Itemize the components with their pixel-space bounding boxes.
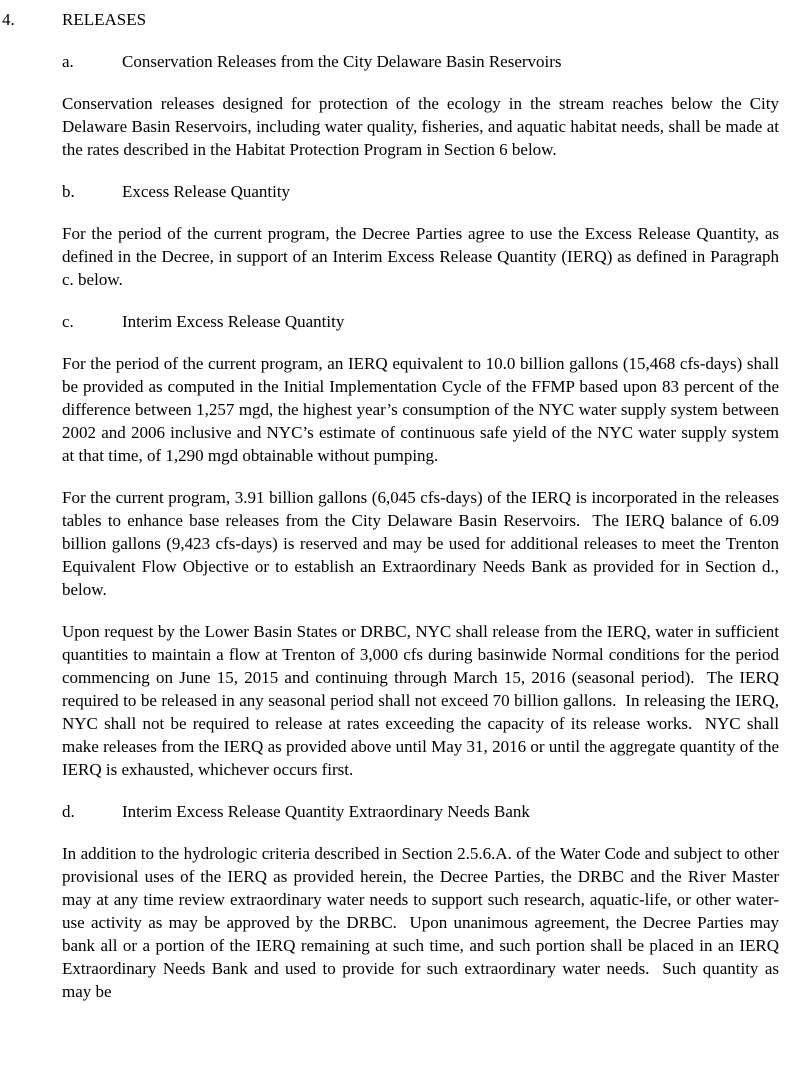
subsection-b-heading <box>62 180 795 203</box>
section-heading <box>2 8 795 31</box>
section-number: 4. <box>2 10 15 29</box>
subsection-a-heading <box>62 50 795 73</box>
subsection-d-title: Interim Excess Release Quantity Extraordinary Needs Bank <box>122 802 530 821</box>
subsection-b-title: Excess Release Quantity <box>122 182 291 201</box>
subsection-c-heading <box>62 310 795 333</box>
paragraph: For the period of the current program, an IERQ equivalent to 10.0 billion gallons (15,468 cfs-days) shall be provided as computed in the Initial Implementation Cycle of the FFMP based upon 83 percent of the difference between 1,257 mgd, the highest year’s consumption of the NYC water supply system between 2002 and 2006 inclusive and NYC’s estimate of continuous safe yield of the NYC water supply system at that time, of 1,290 mgd obtainable without pumping. <box>62 354 779 465</box>
paragraph: In addition to the hydrologic criteria described in Section 2.5.6.A. of the Water Code and subject to other provisional uses of the IERQ as provided herein, the Decree Parties, the DRBC and the River Master may at any time review extraordinary water needs to support such research, aquatic-life, or other water-use activity as may be approved by the DRBC. Upon unanimous agreement, the Decree Parties may bank all or a portion of the IERQ remaining at such time, and such portion shall be placed in an IERQ Extraordinary Needs Bank and used to provide for such extraordinary water needs. Such quantity as may be <box>62 844 779 1001</box>
subsection-a-title: Conservation Releases from the City Delaware Basin Reservoirs <box>122 52 562 71</box>
paragraph: Conservation releases designed for protection of the ecology in the stream reaches below the City Delaware Basin Reservoirs, including water quality, fisheries, and aquatic habitat needs, shall be made at the rates described in the Habitat Protection Program in Section 6 below. <box>62 94 779 159</box>
subsection-b-letter: b. <box>62 182 75 201</box>
subsection-d-heading <box>62 800 795 823</box>
section-title: RELEASES <box>62 10 147 29</box>
subsection-d-letter: d. <box>62 802 75 821</box>
paragraph: For the current program, 3.91 billion gallons (6,045 cfs-days) of the IERQ is incorporated in the releases tables to enhance base releases from the City Delaware Basin Reservoirs. The IERQ balance of 6.09 billion gallons (9,423 cfs-days) is reserved and may be used for additional releases to meet the Trenton Equivalent Flow Objective or to establish an Extraordinary Needs Bank as provided for in Section d., below. <box>62 488 779 599</box>
paragraph: For the period of the current program, the Decree Parties agree to use the Excess Release Quantity, as defined in the Decree, in support of an Interim Excess Release Quantity (IERQ) as defined in Paragraph c. below. <box>62 224 779 289</box>
subsection-c-title: Interim Excess Release Quantity <box>122 312 345 331</box>
subsection-c-letter: c. <box>62 312 74 331</box>
subsection-a-letter: a. <box>62 52 74 71</box>
paragraph: Upon request by the Lower Basin States or DRBC, NYC shall release from the IERQ, water in sufficient quantities to maintain a flow at Trenton of 3,000 cfs during basinwide Normal conditions for the period commencing on June 15, 2015 and continuing through March 15, 2016 (seasonal period). The IERQ required to be released in any seasonal period shall not exceed 70 billion gallons. In releasing the IERQ, NYC shall not be required to release at rates exceeding the capacity of its release works. NYC shall make releases from the IERQ as provided above until May 31, 2016 or until the aggregate quantity of the IERQ is exhausted, whichever occurs first. <box>62 622 779 779</box>
